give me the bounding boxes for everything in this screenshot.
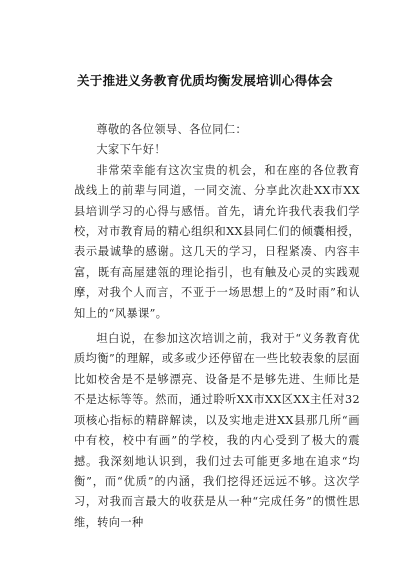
greeting-paragraph: 大家下午好！	[96, 143, 166, 157]
salutation-paragraph: 尊敬的各位领导、各位同仁：	[96, 123, 248, 136]
document-body	[74, 120, 360, 533]
document-title: 关于推进义务教育优质均衡发展培训心得体会	[76, 73, 333, 88]
body-paragraph: 坦白说，在参加这次培训之前，我对于“义务教育优质均衡”的理解，或多或少还停留在一些比较表象的层面比如校舍是不是够漂亮、设备是不是够先进、生师比是不是达标等等。然而，通过聆听XX市XX区XX主任对32项核心指标的精辟解读，以及实地走进XX县那几所“画中有校，校中有画”的学校，我的内心受到了极大的震撼。我深刻地认识到，我们过去可能更多地在追求“均衡”，而“优质”的内涵，我们挖得还远远不够。这次学习，对我而言最大的收获是从一种“完成任务”的惯性思维，转向一种	[74, 332, 360, 529]
body-paragraph: 非常荣幸能有这次宝贵的机会，和在座的各位教育战线上的前辈与同道，一同交流、分享此次赴XX市XX县培训学习的心得与感悟。首先，请允许我代表我们学校，对市教育局的精心组织和XX县同仁们的倾囊相授，表示最诚挚的感谢。这几天的学习，日程紧凑、内容丰富，既有高屋建瓴的理论指引，也有触及心灵的实践观摩，对我个人而言，不亚于一场思想上的“及时雨”和认知上的“风暴课”。	[74, 163, 360, 320]
